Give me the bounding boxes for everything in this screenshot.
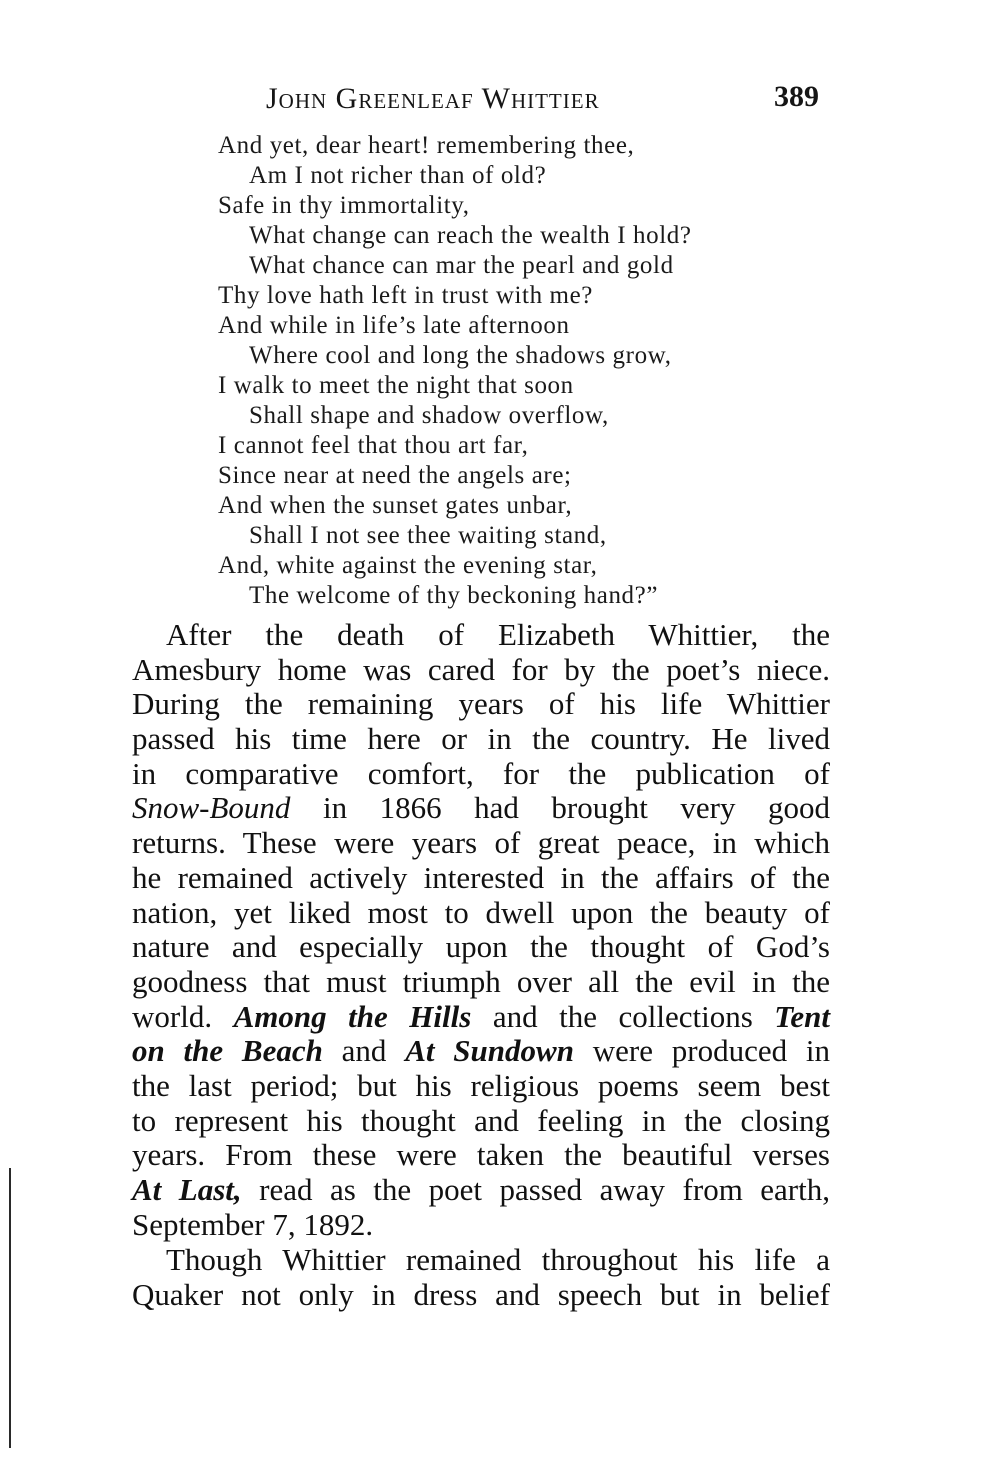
poem-line: Since near at need the angels are; bbox=[218, 462, 572, 489]
text-line: to represent his thought and feeling in the closing bbox=[132, 1102, 830, 1138]
poem-line: Safe in thy immortality, bbox=[218, 192, 470, 219]
text-line: nature and especially upon the thought of God’s bbox=[132, 929, 830, 965]
poem-line: And while in life’s late afternoon bbox=[218, 312, 570, 339]
text-line: in comparative comfort, for the publication of bbox=[132, 755, 830, 791]
book-title-at-sundown: At Sundown bbox=[405, 1033, 574, 1069]
body-paragraph-2 bbox=[132, 1243, 830, 1312]
book-title-on-the-beach: on the Beach bbox=[132, 1033, 323, 1069]
scan-binding-edge bbox=[9, 1168, 11, 1448]
text-line bbox=[132, 1034, 830, 1069]
text-line bbox=[132, 1000, 830, 1035]
text-line: Amesbury home was cared for by the poet’s niece. bbox=[132, 651, 830, 687]
text-line: the last period; but his religious poems seem best bbox=[132, 1067, 830, 1103]
poem-line: Shall shape and shadow overflow, bbox=[249, 402, 609, 429]
text-line bbox=[132, 1173, 830, 1208]
text-line: Though Whittier remained throughout his life a bbox=[166, 1242, 830, 1277]
poem-line: And when the sunset gates unbar, bbox=[218, 492, 573, 519]
text-line: After the death of Elizabeth Whittier, the bbox=[166, 617, 830, 652]
poem-line: Am I not richer than of old? bbox=[249, 162, 547, 189]
running-header-title: John Greenleaf Whittier bbox=[266, 82, 600, 115]
text-run: read as the poet passed away from earth, bbox=[241, 1172, 830, 1207]
text-run: world. bbox=[132, 998, 234, 1034]
text-line: passed his time here or in the country. He lived bbox=[132, 721, 830, 757]
poem-stanza bbox=[218, 131, 778, 611]
text-run: were produced in bbox=[573, 1033, 830, 1069]
text-line: years. From these were taken the beautiful verses bbox=[132, 1137, 830, 1173]
poem-line: I walk to meet the night that soon bbox=[218, 372, 574, 399]
poem-line: And yet, dear heart! remembering thee, bbox=[218, 132, 635, 159]
text-line: nation, yet liked most to dwell upon the beauty of bbox=[132, 894, 830, 930]
text-line bbox=[132, 791, 830, 826]
body-paragraph-1 bbox=[132, 618, 830, 1242]
text-line: goodness that must triumph over all the evil in the bbox=[132, 963, 830, 999]
poem-line: I cannot feel that thou art far, bbox=[218, 432, 529, 459]
poem-line: Shall I not see thee waiting stand, bbox=[249, 522, 607, 549]
text-line: returns. These were years of great peace, in which bbox=[132, 825, 830, 861]
poem-line: Where cool and long the shadows grow, bbox=[249, 342, 672, 369]
text-line: September 7, 1892. bbox=[132, 1206, 374, 1242]
book-title-snow-bound: Snow-Bound bbox=[132, 790, 291, 826]
poem-line: And, white against the evening star, bbox=[218, 552, 598, 579]
poem-title-at-last: At Last, bbox=[132, 1172, 242, 1207]
text-run: in 1866 had brought very good bbox=[290, 790, 830, 826]
page-number: 389 bbox=[774, 80, 819, 113]
poem-line: The welcome of thy beckoning hand?” bbox=[249, 582, 659, 609]
book-title-among-the-hills: Among the Hills bbox=[233, 998, 472, 1034]
poem-line: What change can reach the wealth I hold? bbox=[249, 222, 692, 249]
book-title-tent: Tent bbox=[774, 998, 830, 1034]
text-run: and bbox=[322, 1033, 406, 1069]
text-line: Quaker not only in dress and speech but in belief bbox=[132, 1276, 830, 1312]
text-line: he remained actively interested in the affairs of the bbox=[132, 859, 830, 895]
poem-line: Thy love hath left in trust with me? bbox=[218, 282, 593, 309]
poem-line: What chance can mar the pearl and gold bbox=[249, 252, 674, 279]
text-run: and the collections bbox=[471, 998, 775, 1034]
text-line: During the remaining years of his life Whittier bbox=[132, 686, 830, 722]
